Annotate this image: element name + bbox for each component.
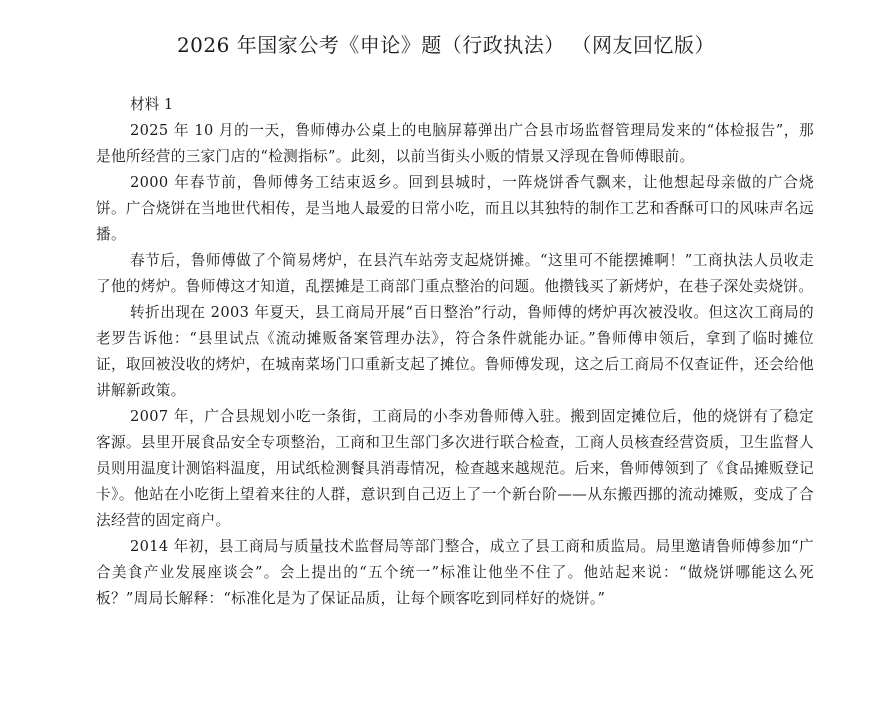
- document-title: 2026 年国家公考《申论》题（行政执法） （网友回忆版）: [176, 33, 716, 57]
- document-body: [96, 92, 814, 612]
- paragraph: 2025 年 10 月的一天，鲁师傅办公桌上的电脑屏幕弹出广合县市场监督管理局发来的“体检报告”，那是他所经营的三家门店的“检测指标”。此刻，以前当街头小贩的情景又浮现在鲁师傅眼前。: [96, 122, 814, 165]
- paragraph: 2000 年春节前，鲁师傅务工结束返乡。回到县城时，一阵烧饼香气飘来，让他想起母亲做的广合烧饼。广合烧饼在当地世代相传，是当地人最爱的日常小吃，而且以其独特的制作工艺和香酥可口的风味声名远播。: [96, 174, 814, 243]
- paragraph: 2007 年，广合县规划小吃一条街，工商局的小李劝鲁师傅入驻。搬到固定摊位后，他的烧饼有了稳定客源。县里开展食品安全专项整治，工商和卫生部门多次进行联合检查，工商人员核查经营资质，卫生监督人员则用温度计测馅料温度，用试纸检测餐具消毒情况，检查越来越规范。后来，鲁师傅领到了《食品摊贩登记卡》。他站在小吃街上望着来往的人群，意识到自己迈上了一个新台阶——从东搬西挪的流动摊贩，变成了合法经营的固定商户。: [96, 408, 814, 529]
- paragraph: 2014 年初，县工商局与质量技术监督局等部门整合，成立了县工商和质监局。局里邀请鲁师傅参加“广合美食产业发展座谈会”。会上提出的“五个统一”标准让他坐不住了。他站起来说：“做烧饼哪能这么死板？”周局长解释：“标准化是为了保证品质，让每个顾客吃到同样好的烧饼。”: [96, 538, 814, 607]
- paragraph: 转折出现在 2003 年夏天，县工商局开展“百日整治”行动，鲁师傅的烤炉再次被没收。但这次工商局的老罗告诉他：“县里试点《流动摊贩备案管理办法》，符合条件就能办证。”鲁师傅申领后，拿到了临时摊位证，取回被没收的烤炉，在城南菜场门口重新支起了摊位。鲁师傅发现，这之后工商局不仅查证件，还会给他讲解新政策。: [96, 304, 814, 399]
- material-label: 材料 1: [130, 96, 174, 113]
- paragraph: 春节后，鲁师傅做了个简易烤炉，在县汽车站旁支起烧饼摊。“这里可不能摆摊啊！”工商执法人员收走了他的烤炉。鲁师傅这才知道，乱摆摊是工商部门重点整治的问题。他攒钱买了新烤炉，在巷子深处卖烧饼。: [96, 252, 814, 295]
